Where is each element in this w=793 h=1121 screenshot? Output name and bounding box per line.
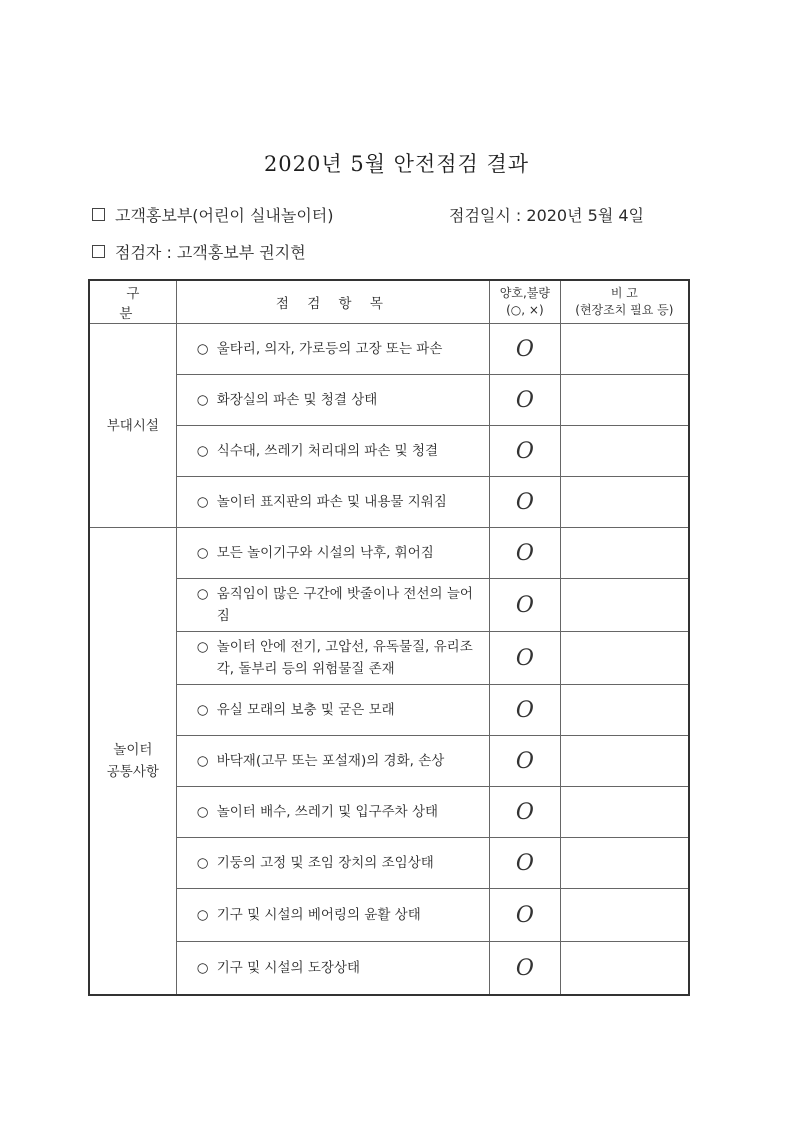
item-text: 유실 모래의 보충 및 굳은 모래 — [216, 702, 395, 718]
result-mark: O — [490, 838, 561, 889]
table-row — [89, 787, 689, 838]
note-cell — [560, 375, 689, 426]
table-row — [89, 889, 689, 942]
item-text: 화장실의 파손 및 청결 상태 — [216, 392, 378, 408]
info-inspector-line — [92, 240, 306, 263]
checkbox-department[interactable] — [92, 208, 105, 221]
table-row — [89, 632, 689, 685]
note-cell — [560, 838, 689, 889]
table-row — [89, 426, 689, 477]
bullet-mark: ○ — [196, 392, 209, 408]
bullet-mark: ○ — [196, 804, 209, 820]
item-cell — [176, 426, 489, 477]
item-cell — [176, 838, 489, 889]
inspection-table — [88, 279, 690, 996]
item-cell — [176, 685, 489, 736]
bullet-mark: ○ — [196, 545, 209, 561]
result-mark: O — [490, 324, 561, 375]
bullet-mark: ○ — [196, 702, 209, 718]
note-cell — [560, 942, 689, 996]
bullet-mark: ○ — [196, 907, 209, 923]
bullet-mark: ○ — [196, 960, 209, 976]
note-cell — [560, 889, 689, 942]
result-mark: O — [490, 375, 561, 426]
table-row — [89, 736, 689, 787]
item-text: 울타리, 의자, 가로등의 고장 또는 파손 — [216, 341, 443, 357]
bullet-mark: ○ — [196, 753, 209, 769]
item-text: 놀이터 표지판의 파손 및 내용물 지워짐 — [216, 494, 447, 510]
table-row — [89, 942, 689, 996]
header-result-line1: 양호,불량 — [499, 286, 550, 300]
item-text: 식수대, 쓰레기 처리대의 파손 및 청결 — [216, 443, 439, 459]
note-cell — [560, 324, 689, 375]
result-mark: O — [490, 528, 561, 579]
bullet-mark: ○ — [196, 341, 209, 357]
info-department-line — [92, 203, 692, 226]
category-line1: 놀이터 — [113, 742, 153, 758]
table-header-row — [89, 280, 689, 324]
note-cell — [560, 685, 689, 736]
inspection-date: 점검일시 : 2020년 5월 4일 — [449, 206, 645, 225]
item-cell — [176, 787, 489, 838]
result-mark: O — [490, 889, 561, 942]
header-note — [560, 280, 689, 324]
bullet-mark: ○ — [196, 494, 209, 510]
table-row — [89, 838, 689, 889]
category-facilities: 부대시설 — [89, 324, 176, 528]
result-mark: O — [490, 787, 561, 838]
item-cell — [176, 477, 489, 528]
bullet-mark: ○ — [196, 639, 209, 655]
page-title: 2020년 5월 안전점검 결과 — [263, 152, 530, 176]
note-cell — [560, 477, 689, 528]
note-cell — [560, 528, 689, 579]
checkbox-inspector[interactable] — [92, 245, 105, 258]
item-text: 움직임이 많은 구간에 밧줄이나 전선의 늘어짐 — [216, 586, 473, 624]
note-cell — [560, 579, 689, 632]
item-cell — [176, 579, 489, 632]
item-text: 기구 및 시설의 도장상태 — [216, 960, 360, 976]
category-playground-common — [89, 528, 176, 996]
item-cell — [176, 889, 489, 942]
item-cell — [176, 736, 489, 787]
header-note-line2: (현장조치 필요 등) — [575, 303, 674, 317]
header-item: 점 검 항 목 — [176, 280, 489, 324]
item-cell — [176, 324, 489, 375]
bullet-mark: ○ — [196, 855, 209, 871]
inspector-label: 점검자 : 고객홍보부 권지현 — [115, 243, 306, 262]
category-line2: 공통사항 — [106, 764, 159, 780]
header-result — [490, 280, 561, 324]
header-note-line1: 비 고 — [610, 286, 638, 300]
note-cell — [560, 426, 689, 477]
item-text: 기둥의 고정 및 조임 장치의 조임상태 — [216, 855, 434, 871]
result-mark: O — [490, 685, 561, 736]
result-mark: O — [490, 632, 561, 685]
item-text: 바닥재(고무 또는 포설재)의 경화, 손상 — [216, 753, 445, 769]
result-mark: O — [490, 477, 561, 528]
item-cell — [176, 528, 489, 579]
result-mark: O — [490, 942, 561, 996]
header-result-line2: (○, ×) — [506, 303, 544, 317]
table-row — [89, 685, 689, 736]
bullet-mark: ○ — [196, 443, 209, 459]
table-row — [89, 375, 689, 426]
header-category: 구 분 — [89, 280, 176, 324]
result-mark: O — [490, 426, 561, 477]
table-row — [89, 528, 689, 579]
table-row — [89, 579, 689, 632]
item-text: 기구 및 시설의 베어링의 윤활 상태 — [216, 907, 421, 923]
item-text: 모든 놀이기구와 시설의 낙후, 휘어짐 — [216, 545, 434, 561]
item-cell — [176, 942, 489, 996]
note-cell — [560, 632, 689, 685]
table-row — [89, 324, 689, 375]
item-text: 놀이터 배수, 쓰레기 및 입구주차 상태 — [216, 804, 439, 820]
bullet-mark: ○ — [196, 586, 209, 602]
department-label: 고객홍보부(어린이 실내놀이터) — [115, 206, 334, 225]
table-row — [89, 477, 689, 528]
note-cell — [560, 787, 689, 838]
item-cell — [176, 375, 489, 426]
note-cell — [560, 736, 689, 787]
item-cell — [176, 632, 489, 685]
result-mark: O — [490, 579, 561, 632]
result-mark: O — [490, 736, 561, 787]
item-text: 놀이터 안에 전기, 고압선, 유독물질, 유리조각, 돌부리 등의 위험물질 존재 — [216, 639, 473, 677]
